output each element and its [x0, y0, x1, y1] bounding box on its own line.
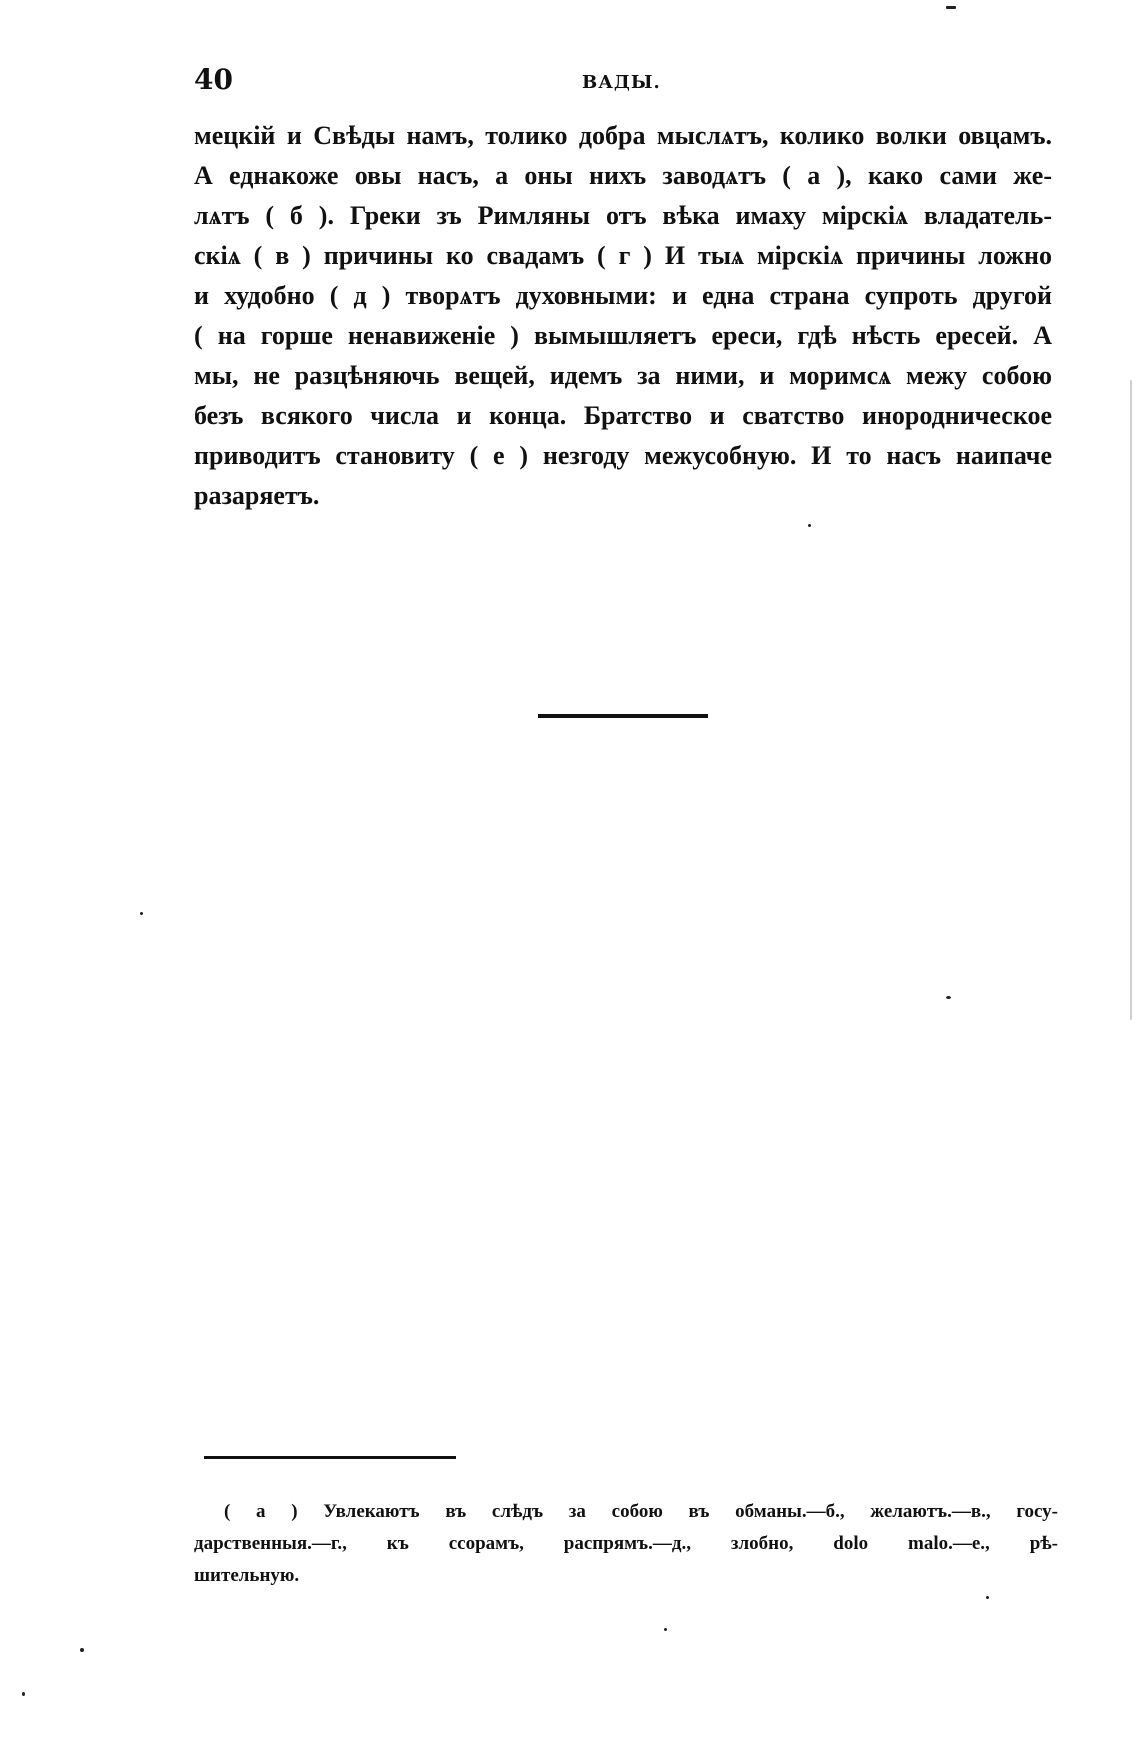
- footnotes-block: [194, 1496, 1058, 1592]
- text-line: мы, не разцѣняючь вещей, идемъ за ними, и моримсѧ межу собою: [194, 361, 1052, 390]
- scan-speck: [986, 1596, 989, 1599]
- text-line: А еднакоже овы насъ, а оны нихъ заводѧтъ ( а ), како сами же-: [194, 161, 1052, 190]
- text-line: скіѧ ( в ) причины ко свадамъ ( г ) И тыѧ мірскіѧ причины ложно: [194, 241, 1052, 270]
- footnote-separator-rule: [204, 1456, 456, 1459]
- scan-speck: [946, 996, 951, 999]
- footnote-line: ( а ) Увлекаютъ въ слѣдъ за собою въ обманы.—б., желаютъ.—в., госу-: [224, 1501, 1058, 1522]
- scan-speck: [22, 1692, 25, 1696]
- scan-speck: [808, 524, 811, 527]
- scan-speck: [140, 912, 143, 915]
- footnote-line: шительную.: [194, 1565, 300, 1586]
- main-text-block: [194, 116, 1052, 516]
- section-divider-rule: [538, 714, 708, 718]
- footnote-line: дарственныя.—г., къ ссорамъ, распрямъ.—д., злобно, dolo malo.—е., рѣ-: [194, 1533, 1058, 1554]
- page-number: 40: [194, 63, 233, 96]
- text-line: приводитъ становиту ( е ) незгоду межусобную. И то насъ наипаче: [194, 441, 1052, 470]
- scan-speck: [1130, 380, 1132, 1020]
- scan-speck: [946, 6, 956, 9]
- text-line: и худобно ( д ) творѧтъ духовными: и една страна супроть другой: [194, 281, 1052, 310]
- text-line: лѧтъ ( б ). Греки зъ Римляны отъ вѣка имаху мірскіѧ владатель-: [194, 201, 1052, 230]
- scan-speck: [664, 1628, 667, 1631]
- text-line: безъ всякого числа и конца. Братство и сватство инородническое: [194, 401, 1052, 430]
- text-line: разаряетъ.: [194, 481, 320, 510]
- running-title: ВАДЫ.: [582, 72, 661, 93]
- text-line: ( на горше ненавиженіе ) вымышляетъ ереси, гдѣ нѣсть ересей. А: [194, 321, 1052, 350]
- scan-speck: [80, 1648, 84, 1652]
- text-line: мецкій и Свѣды намъ, толико добра мыслѧтъ, колико волки овцамъ.: [194, 121, 1052, 150]
